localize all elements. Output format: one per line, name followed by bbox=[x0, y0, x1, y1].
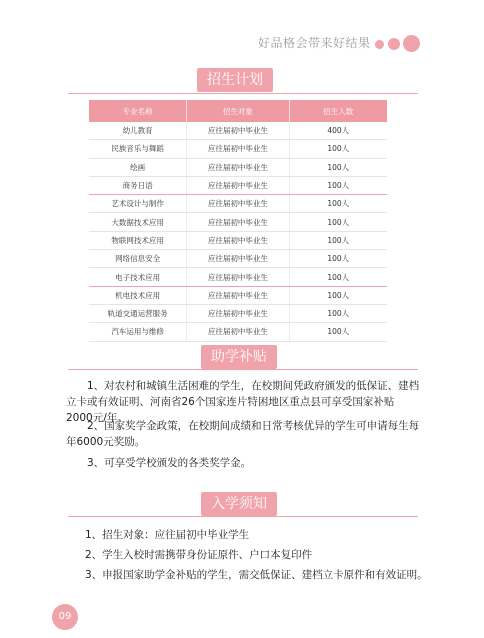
table-row bbox=[89, 122, 387, 140]
cell-count: 100人 bbox=[289, 158, 387, 176]
cell-target: 应往届初中毕业生 bbox=[187, 286, 289, 304]
table-row bbox=[89, 286, 387, 304]
table-row bbox=[89, 323, 387, 341]
cell-major: 轨道交通运营服务 bbox=[89, 304, 187, 322]
header-slogan: 好品格会带来好结果 bbox=[258, 36, 371, 50]
decor-dot-medium-icon bbox=[388, 38, 400, 50]
admission-item-3: 3、申报国家助学金补贴的学生，需交低保证、建档立卡原件和有效证明。 bbox=[85, 569, 428, 581]
column-header-target: 招生对象 bbox=[187, 100, 289, 122]
admission-item-1: 1、招生对象：应往届初中毕业学生 bbox=[85, 529, 250, 541]
cell-major: 机电技术应用 bbox=[89, 286, 187, 304]
admission-item-2: 2、学生入校时需携带身份证原件、户口本复印件 bbox=[85, 549, 313, 561]
cell-count: 100人 bbox=[289, 213, 387, 231]
cell-count: 100人 bbox=[289, 323, 387, 341]
cell-target: 应往届初中毕业生 bbox=[187, 176, 289, 194]
cell-target: 应往届初中毕业生 bbox=[187, 140, 289, 158]
cell-major: 民族音乐与舞蹈 bbox=[89, 140, 187, 158]
decor-dot-small-icon bbox=[375, 40, 384, 49]
table-row bbox=[89, 231, 387, 249]
cell-target: 应往届初中毕业生 bbox=[187, 268, 289, 286]
cell-target: 应往届初中毕业生 bbox=[187, 250, 289, 268]
subsidy-item-2: 2、国家奖学金政策，在校期间成绩和日常考核优异的学生可申请每生每年6000元奖励。 bbox=[66, 420, 420, 448]
table-header-row bbox=[89, 100, 387, 122]
column-header-major: 专业名称 bbox=[89, 100, 187, 122]
cell-target: 应往届初中毕业生 bbox=[187, 304, 289, 322]
table-row bbox=[89, 176, 387, 194]
cell-major: 物联网技术应用 bbox=[89, 231, 187, 249]
subsidy-item-3: 3、可享受学校颁发的各类奖学金。 bbox=[87, 457, 252, 469]
cell-major: 绘画 bbox=[89, 158, 187, 176]
decor-dot-large-icon bbox=[403, 35, 420, 52]
table-row bbox=[89, 250, 387, 268]
cell-major: 艺术设计与制作 bbox=[89, 195, 187, 213]
cell-target: 应往届初中毕业生 bbox=[187, 231, 289, 249]
cell-major: 商务日语 bbox=[89, 176, 187, 194]
cell-target: 应往届初中毕业生 bbox=[187, 122, 289, 140]
section-divider-plan bbox=[68, 93, 418, 94]
cell-major: 幼儿教育 bbox=[89, 122, 187, 140]
section-title-admission: 入学须知 bbox=[201, 492, 277, 516]
page-number-badge: 09 bbox=[52, 604, 78, 630]
cell-major: 网络信息安全 bbox=[89, 250, 187, 268]
cell-count: 100人 bbox=[289, 176, 387, 194]
cell-major: 汽车运用与维修 bbox=[89, 323, 187, 341]
section-title-subsidy: 助学补贴 bbox=[201, 345, 277, 369]
section-title-plan: 招生计划 bbox=[197, 68, 273, 92]
cell-major: 大数据技术应用 bbox=[89, 213, 187, 231]
cell-major: 电子技术应用 bbox=[89, 268, 187, 286]
table-row bbox=[89, 140, 387, 158]
cell-target: 应往届初中毕业生 bbox=[187, 195, 289, 213]
column-header-count: 招生人数 bbox=[289, 100, 387, 122]
enrollment-table bbox=[89, 100, 387, 342]
cell-target: 应往届初中毕业生 bbox=[187, 213, 289, 231]
cell-count: 100人 bbox=[289, 304, 387, 322]
cell-count: 100人 bbox=[289, 140, 387, 158]
table-row bbox=[89, 158, 387, 176]
section-divider-admission bbox=[68, 516, 418, 517]
cell-count: 400人 bbox=[289, 122, 387, 140]
cell-count: 100人 bbox=[289, 286, 387, 304]
table-row bbox=[89, 213, 387, 231]
table-row bbox=[89, 195, 387, 213]
cell-target: 应往届初中毕业生 bbox=[187, 323, 289, 341]
table-row bbox=[89, 304, 387, 322]
cell-count: 100人 bbox=[289, 195, 387, 213]
section-divider-subsidy bbox=[68, 369, 418, 370]
cell-target: 应往届初中毕业生 bbox=[187, 158, 289, 176]
cell-count: 100人 bbox=[289, 268, 387, 286]
table-row bbox=[89, 268, 387, 286]
cell-count: 100人 bbox=[289, 231, 387, 249]
cell-count: 100人 bbox=[289, 250, 387, 268]
subsidy-item-1: 1、对农村和城镇生活困难的学生，在校期间凭政府颁发的低保证、建档立卡或有效证明、河南省26个国家连片特困地区重点县可享受国家补贴2000元/年。 bbox=[66, 380, 420, 424]
